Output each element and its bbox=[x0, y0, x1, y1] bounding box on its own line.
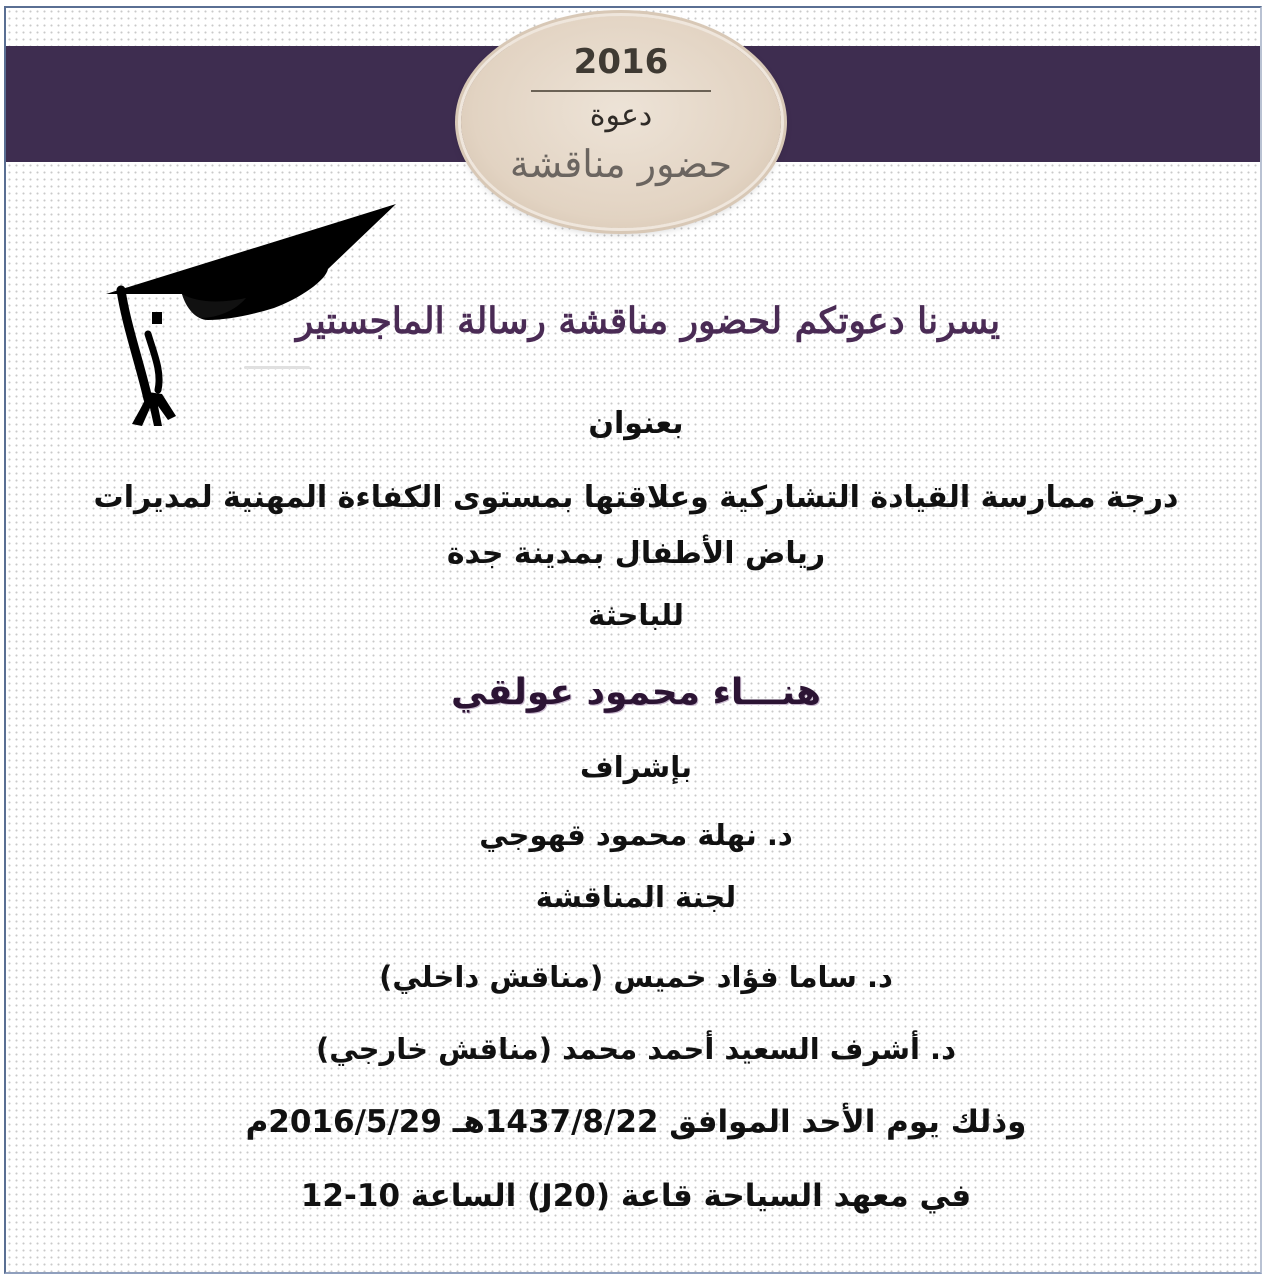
supervisor-name: د. نهلة محمود قهوجي bbox=[479, 818, 793, 852]
invitation-headline: يسرنا دعوتكم لحضور مناقشة رسالة الماجستير bbox=[295, 300, 1001, 342]
seal-divider bbox=[531, 90, 711, 92]
place-line: في معهد السياحة قاعة (J20) الساعة 10-12 bbox=[300, 1178, 972, 1214]
thesis-title-label: بعنوان bbox=[588, 406, 684, 441]
year-seal bbox=[461, 16, 781, 228]
seal-subtitle: حضور مناقشة bbox=[509, 142, 733, 186]
seal-title: دعوة bbox=[589, 98, 653, 133]
thesis-title-line-1: درجة ممارسة القيادة التشاركية وعلاقتها بمستوى الكفاءة المهنية لمديرات bbox=[93, 480, 1179, 515]
invitation-card bbox=[4, 6, 1262, 1274]
date-line: وذلك يوم الأحد الموافق 1437/8/22هـ 2016/5/29م bbox=[245, 1104, 1027, 1140]
thesis-title-line-2: رياض الأطفال بمدينة جدة bbox=[446, 536, 826, 571]
headline-underline bbox=[244, 366, 310, 369]
committee-member-2: د. أشرف السعيد أحمد محمد (مناقش خارجي) bbox=[316, 1032, 956, 1066]
committee-label: لجنة المناقشة bbox=[535, 880, 737, 914]
researcher-label: للباحثة bbox=[588, 598, 684, 632]
researcher-name: هنـــاء محمود عولقي bbox=[451, 672, 821, 713]
committee-member-1: د. ساما فؤاد خميس (مناقش داخلي) bbox=[379, 960, 893, 994]
seal-year: 2016 bbox=[573, 42, 669, 82]
supervision-label: بإشراف bbox=[580, 750, 692, 784]
